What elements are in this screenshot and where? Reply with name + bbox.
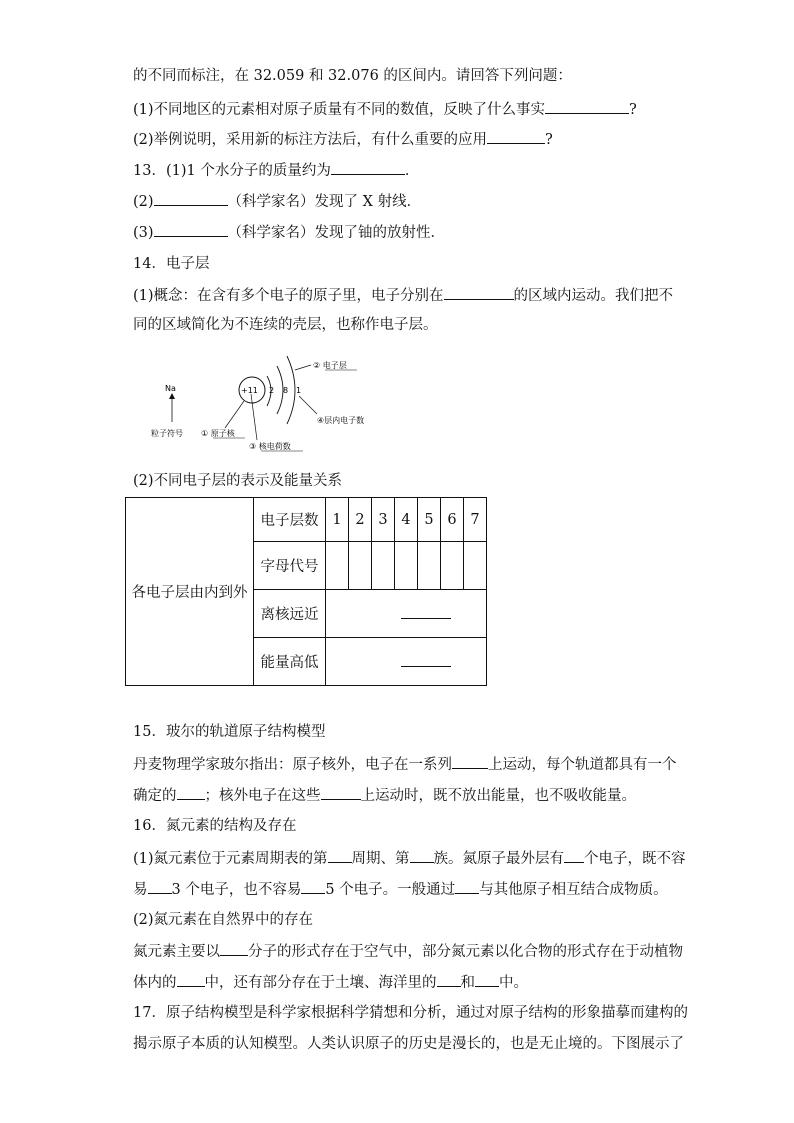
answer-blank[interactable]	[455, 879, 479, 894]
answer-blank[interactable]	[444, 285, 514, 300]
label-count: ④层内电子数	[317, 416, 365, 425]
shell-number: 6	[441, 498, 464, 542]
text: 和	[460, 975, 475, 991]
pointer-charge	[251, 394, 257, 440]
text: 上运动，每个轨道都具有一个	[488, 757, 677, 773]
text: 确定的	[133, 788, 177, 804]
letter-cell[interactable]	[326, 542, 349, 590]
answer-blank[interactable]	[301, 879, 325, 894]
letter-cell[interactable]	[441, 542, 464, 590]
answer-blank[interactable]	[331, 160, 405, 175]
answer-blank[interactable]	[437, 972, 461, 987]
text: (2)举例说明，采用新的标注方法后，有什么重要的应用	[133, 132, 488, 148]
answer-blank[interactable]	[154, 191, 228, 206]
text: ；核外电子在这些	[204, 788, 321, 804]
text: 氮元素主要以	[133, 944, 220, 960]
question-16-title: 16．氮元素的结构及存在	[133, 818, 297, 834]
question-14-2: (2)不同电子层的表示及能量关系	[133, 473, 343, 489]
text: ?	[629, 102, 637, 118]
electron-count: 1	[296, 386, 302, 395]
shell-number: 7	[464, 498, 487, 542]
answer-blank[interactable]	[410, 848, 434, 863]
shell-number: 1	[326, 498, 349, 542]
question-14-title: 14．电子层	[133, 256, 210, 272]
text: 个电子，既不容	[584, 851, 686, 867]
answer-blank[interactable]	[177, 972, 205, 987]
question-13-2	[133, 191, 421, 212]
row-header: 各电子层由内到外	[126, 498, 254, 686]
letter-cell[interactable]	[418, 542, 441, 590]
answer-blank[interactable]	[564, 848, 584, 863]
letter-cell[interactable]	[349, 542, 372, 590]
answer-blank[interactable]	[401, 604, 451, 619]
label-charge: ③ 核电荷数	[249, 442, 291, 451]
answer-blank[interactable]	[220, 941, 248, 956]
question-13	[133, 160, 419, 181]
pointer-nucleus	[225, 401, 244, 428]
text: (1)不同地区的元素相对原子质量有不同的数值，反映了什么事实	[133, 102, 546, 118]
row-label: 能量高低	[254, 638, 326, 686]
answer-blank[interactable]	[321, 785, 361, 800]
question-15-2	[133, 785, 636, 806]
shell-number: 2	[349, 498, 372, 542]
text: （科学家名）发现了 X 射线．	[227, 194, 422, 210]
symbol-label: 粒子符号	[151, 429, 183, 438]
text: ．	[404, 163, 420, 179]
text: 上运动时，既不放出能量，也不吸收能量。	[360, 788, 636, 804]
electron-shell-table	[125, 497, 487, 686]
question-15-1	[133, 754, 677, 775]
distance-cell[interactable]	[326, 590, 487, 638]
question-16-3: (2)氮元素在自然界中的存在	[133, 912, 314, 928]
shell-number: 3	[372, 498, 395, 542]
answer-blank[interactable]	[545, 99, 629, 114]
answer-blank[interactable]	[148, 879, 172, 894]
text: (1)氮元素位于元素周期表的第	[133, 851, 328, 867]
question-14-1	[133, 285, 673, 306]
answer-blank[interactable]	[328, 848, 352, 863]
shell-number: 4	[395, 498, 418, 542]
line-2	[133, 99, 637, 120]
question-16-4	[133, 941, 683, 962]
question-13-3	[133, 222, 445, 243]
answer-blank[interactable]	[401, 652, 451, 667]
arrow-head	[169, 393, 175, 399]
pointer-count	[299, 396, 317, 414]
question-15-title: 15．玻尔的轨道原子结构模型	[133, 724, 326, 740]
text: 易	[133, 882, 148, 898]
line-3	[133, 129, 553, 150]
text: 体内的	[133, 975, 177, 991]
answer-blank[interactable]	[452, 754, 488, 769]
label-nucleus: ① 原子核	[201, 429, 235, 438]
letter-cell[interactable]	[464, 542, 487, 590]
letter-cell[interactable]	[395, 542, 418, 590]
text: 分子的形式存在于空气中，部分氮元素以化合物的形式存在于动植物	[248, 944, 683, 960]
row-label: 电子层数	[254, 498, 326, 542]
text: (2)	[133, 194, 154, 210]
text: (3)	[133, 225, 154, 241]
text: 13．(1)1 个水分子的质量约为	[133, 163, 331, 179]
symbol-text: Na	[165, 384, 176, 393]
question-17-2: 揭示原子本质的认知模型。人类认识原子的历史是漫长的，也是无止境的。下图展示了	[133, 1036, 684, 1052]
text: ?	[545, 132, 553, 148]
energy-cell[interactable]	[326, 638, 487, 686]
question-16-2	[133, 879, 668, 900]
pointer-shell	[295, 365, 311, 370]
text: 中，还有部分存在于土壤、海洋里的	[204, 975, 437, 991]
text: 3 个电子，也不容易	[171, 882, 302, 898]
nucleus-charge: +11	[241, 386, 258, 395]
shell-arc-3	[287, 356, 295, 424]
text: 的区域内运动。我们把不	[513, 288, 674, 304]
label-shell: ② 电子层	[313, 361, 347, 370]
question-16-5	[133, 972, 528, 993]
text: 族。氮原子最外层有	[433, 851, 565, 867]
text: 与其他原子相互结合成物质。	[479, 882, 668, 898]
line-1: 的不同而标注，在 32.059 和 32.076 的区间内。请回答下列问题：	[133, 68, 572, 84]
answer-blank[interactable]	[487, 129, 545, 144]
question-16-1	[133, 848, 686, 869]
answer-blank[interactable]	[177, 785, 205, 800]
row-label: 离核远近	[254, 590, 326, 638]
answer-blank[interactable]	[154, 222, 228, 237]
text: (1)概念：在含有多个电子的原子里，电子分别在	[133, 288, 444, 304]
atom-structure-diagram	[145, 350, 405, 460]
question-14-1-cont: 同的区域简化为不连续的壳层，也称作电子层。	[133, 317, 438, 333]
electron-count: 2	[269, 386, 275, 395]
row-label: 字母代号	[254, 542, 326, 590]
shell-number: 5	[418, 498, 441, 542]
text: 周期、第	[351, 851, 410, 867]
answer-blank[interactable]	[475, 972, 499, 987]
electron-count: 8	[283, 386, 289, 395]
text: 5 个电子。一般通过	[325, 882, 456, 898]
text: 中。	[499, 975, 528, 991]
text: （科学家名）发现了铀的放射性．	[227, 225, 446, 241]
letter-cell[interactable]	[372, 542, 395, 590]
question-17-1: 17．原子结构模型是科学家根据科学猜想和分析，通过对原子结构的形象描摹而建构的	[133, 1005, 688, 1021]
text: 丹麦物理学家玻尔指出：原子核外，电子在一系列	[133, 757, 452, 773]
